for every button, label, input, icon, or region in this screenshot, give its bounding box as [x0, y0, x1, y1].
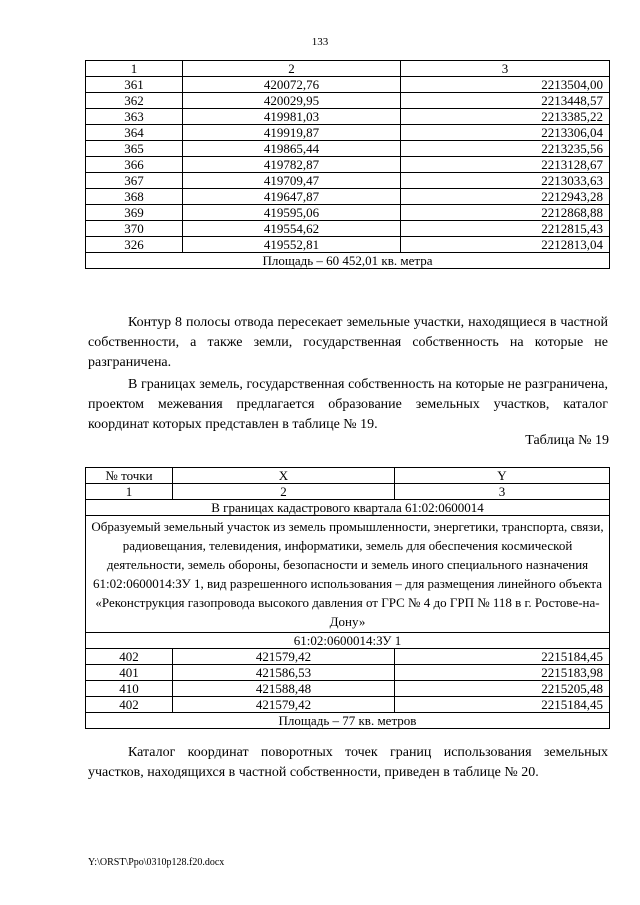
description-cell: Образуемый земельный участок из земель промышленности, энергетики, транспорта, связи, радиовещания, телевидения, информатики, земель для обеспечения космической деятельности, земель обороны, безопасности и земель иного специального назначения 61:02:0600014:ЗУ 1, вид разрешенного использования – для размещения линейного объекта «Реконструкция газопровода высокого давления от ГРС № 4 до ГРП № 118 в г. Ростове-на-Дону» — [86, 516, 610, 633]
point-cell: 326 — [86, 237, 183, 253]
parcel-id-cell: 61:02:0600014:ЗУ 1 — [86, 633, 610, 649]
parcel-row — [86, 633, 610, 649]
table-row — [86, 221, 610, 237]
x-cell: 419709,47 — [183, 173, 401, 189]
point-cell: 362 — [86, 93, 183, 109]
x-cell: 420029,95 — [183, 93, 401, 109]
y-cell: 2212813,04 — [401, 237, 610, 253]
point-cell: 410 — [86, 681, 173, 697]
point-cell: 366 — [86, 157, 183, 173]
table-row — [86, 697, 610, 713]
header-x: X — [173, 468, 395, 484]
point-cell: 367 — [86, 173, 183, 189]
paragraph-1: Контур 8 полосы отвода пересекает земельные участки, находящиеся в частной собственности, а также земли, государственная собственность на которые не разграничена. — [88, 315, 608, 370]
area-row — [86, 253, 610, 269]
y-cell: 2213385,22 — [401, 109, 610, 125]
header-cell: 3 — [401, 61, 610, 77]
table-row — [86, 125, 610, 141]
y-cell: 2212868,88 — [401, 205, 610, 221]
table-header-row — [86, 61, 610, 77]
x-cell: 419782,87 — [183, 157, 401, 173]
y-cell: 2215184,45 — [395, 697, 610, 713]
area-row — [86, 713, 610, 729]
x-cell: 419647,87 — [183, 189, 401, 205]
x-cell: 419919,87 — [183, 125, 401, 141]
file-path-footer: Y:\ORST\Ppo\0310p128.f20.docx — [88, 857, 225, 868]
x-cell: 419552,81 — [183, 237, 401, 253]
point-cell: 364 — [86, 125, 183, 141]
column-numbers-row — [86, 484, 610, 500]
x-cell: 421579,42 — [173, 649, 395, 665]
table-header-row — [86, 468, 610, 484]
point-cell: 363 — [86, 109, 183, 125]
y-cell: 2212815,43 — [401, 221, 610, 237]
y-cell: 2213235,56 — [401, 141, 610, 157]
y-cell: 2213504,00 — [401, 77, 610, 93]
table-row — [86, 189, 610, 205]
table-row — [86, 681, 610, 697]
x-cell: 421586,53 — [173, 665, 395, 681]
point-cell: 370 — [86, 221, 183, 237]
table-row — [86, 141, 610, 157]
point-cell: 365 — [86, 141, 183, 157]
y-cell: 2215183,98 — [395, 665, 610, 681]
page-number: 133 — [311, 36, 329, 48]
description-row — [86, 516, 610, 633]
area-cell: Площадь – 60 452,01 кв. метра — [86, 253, 610, 269]
header-y: Y — [395, 468, 610, 484]
x-cell: 421588,48 — [173, 681, 395, 697]
point-cell: 369 — [86, 205, 183, 221]
coordinates-table-1 — [85, 60, 610, 269]
paragraph-2: В границах земель, государственная собственность на которые не разграничена, проектом межевания предлагается образование земельных участков, каталог координат которых представлен в таблице № 19. — [88, 377, 608, 432]
x-cell: 419865,44 — [183, 141, 401, 157]
column-number: 2 — [173, 484, 395, 500]
x-cell: 420072,76 — [183, 77, 401, 93]
quarter-row — [86, 500, 610, 516]
y-cell: 2212943,28 — [401, 189, 610, 205]
table-row — [86, 77, 610, 93]
column-number: 3 — [395, 484, 610, 500]
table-row — [86, 205, 610, 221]
y-cell: 2215205,48 — [395, 681, 610, 697]
point-cell: 361 — [86, 77, 183, 93]
table-row — [86, 649, 610, 665]
point-cell: 401 — [86, 665, 173, 681]
y-cell: 2213306,04 — [401, 125, 610, 141]
y-cell: 2215184,45 — [395, 649, 610, 665]
x-cell: 419554,62 — [183, 221, 401, 237]
point-cell: 402 — [86, 697, 173, 713]
table-row — [86, 665, 610, 681]
table-row — [86, 93, 610, 109]
header-cell: 2 — [183, 61, 401, 77]
table-row — [86, 157, 610, 173]
area-cell: Площадь – 77 кв. метров — [86, 713, 610, 729]
point-cell: 368 — [86, 189, 183, 205]
x-cell: 419981,03 — [183, 109, 401, 125]
coordinates-table-19 — [85, 467, 610, 729]
table-row — [86, 237, 610, 253]
y-cell: 2213128,67 — [401, 157, 610, 173]
y-cell: 2213448,57 — [401, 93, 610, 109]
table-row — [86, 109, 610, 125]
column-number: 1 — [86, 484, 173, 500]
table-caption: Таблица № 19 — [525, 433, 609, 448]
x-cell: 419595,06 — [183, 205, 401, 221]
paragraph-3: Каталог координат поворотных точек границ использования земельных участков, находящихся в частной собственности, приведен в таблице № 20. — [88, 745, 608, 780]
header-cell: 1 — [86, 61, 183, 77]
header-point: № точки — [86, 468, 173, 484]
x-cell: 421579,42 — [173, 697, 395, 713]
table-row — [86, 173, 610, 189]
quarter-cell: В границах кадастрового квартала 61:02:0600014 — [86, 500, 610, 516]
y-cell: 2213033,63 — [401, 173, 610, 189]
point-cell: 402 — [86, 649, 173, 665]
